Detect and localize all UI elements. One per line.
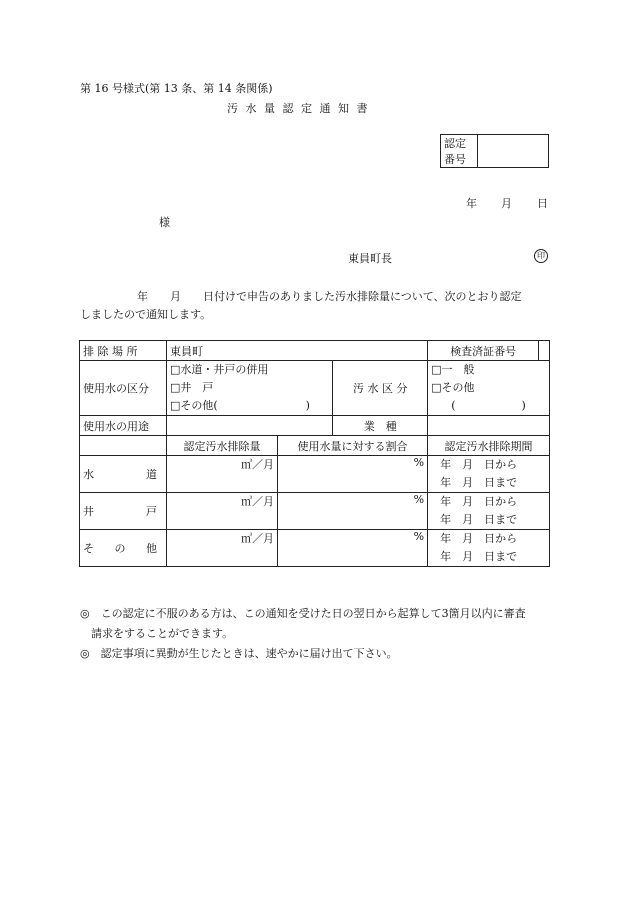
notes [80, 604, 560, 664]
water-use-field[interactable] [167, 416, 333, 436]
header-blank [80, 436, 167, 456]
discharge-location-value[interactable]: 東員町 [167, 341, 428, 361]
period-from: 年 月 日から [440, 458, 518, 471]
water-category-label: 使用水の区分 [80, 361, 167, 416]
ratio-percent[interactable]: % [278, 493, 428, 530]
seal-mark-icon: 印 [534, 249, 548, 263]
date-year: 年 [466, 197, 477, 210]
table-row [80, 456, 550, 493]
note-2: ◎ 認定事項に異動が生じたときは、速やかに届け出て下さい。 [80, 647, 398, 660]
business-type-label: 業 種 [333, 416, 428, 436]
issuer-name: 東員町長 [348, 252, 392, 265]
period-cell[interactable] [428, 456, 550, 493]
period-to: 年 月 日まで [440, 476, 518, 489]
ratio-percent[interactable]: % [278, 530, 428, 567]
row-label: 井 戸 [80, 493, 167, 530]
date-month: 月 [501, 197, 512, 210]
volume-unit[interactable]: ㎥／月 [167, 530, 278, 567]
table-row [80, 530, 550, 567]
water-use-label: 使用水の用途 [80, 416, 167, 436]
volume-unit[interactable]: ㎥／月 [167, 456, 278, 493]
certification-number-box [440, 134, 549, 168]
note-1: ◎ この認定に不服のある方は、この通知を受けた日の翌日から起算して3箇月以内に審査 [80, 607, 526, 620]
cert-label-2: 番号 [441, 151, 478, 168]
period-cell[interactable] [428, 530, 550, 567]
inspection-number-field[interactable] [539, 341, 550, 361]
header-approved-volume: 認定汚水排除量 [167, 436, 278, 456]
period-to: 年 月 日まで [440, 550, 518, 563]
row-label: そ の 他 [80, 530, 167, 567]
cert-number-field[interactable] [478, 135, 549, 168]
body-text-line-1: 年 月 日付けで申告のありました汚水排除量について、次のとおり認定 [137, 290, 522, 303]
period-from: 年 月 日から [440, 495, 518, 508]
business-type-field[interactable] [428, 416, 550, 436]
note-1-continued: 請求をすることができます。 [80, 627, 234, 640]
water-option-1[interactable]: □水道・井戸の併用 [170, 363, 269, 376]
header-ratio: 使用水量に対する割合 [278, 436, 428, 456]
water-category-options[interactable] [167, 361, 333, 416]
sewage-table [79, 340, 550, 567]
form-reference: 第 16 号様式(第 13 条、第 14 条関係) [80, 82, 273, 95]
document-title: 汚 水 量 認 定 通 知 書 [227, 102, 370, 115]
period-from: 年 月 日から [440, 532, 518, 545]
class-option-3[interactable]: ( ) [451, 399, 526, 412]
water-option-3[interactable]: □その他( ) [170, 399, 310, 412]
inspection-number-label: 検査済証番号 [428, 341, 539, 361]
header-period: 認定汚水排除期間 [428, 436, 550, 456]
period-cell[interactable] [428, 493, 550, 530]
period-to: 年 月 日まで [440, 513, 518, 526]
class-option-1[interactable]: □一 般 [431, 363, 475, 376]
body-text-line-2: しましたので通知します。 [80, 308, 212, 321]
table-row [80, 493, 550, 530]
ratio-percent[interactable]: % [278, 456, 428, 493]
row-label: 水 道 [80, 456, 167, 493]
sewage-class-options[interactable] [428, 361, 550, 416]
sewage-class-label: 汚 水 区 分 [333, 361, 428, 416]
volume-unit[interactable]: ㎥／月 [167, 493, 278, 530]
addressee-honorific: 様 [159, 216, 170, 229]
cert-label-1: 認定 [441, 135, 478, 152]
discharge-location-label: 排 除 場 所 [80, 341, 167, 361]
water-option-2[interactable]: □井 戸 [170, 381, 214, 394]
class-option-2[interactable]: □その他 [431, 381, 475, 394]
date-day: 日 [537, 197, 548, 210]
